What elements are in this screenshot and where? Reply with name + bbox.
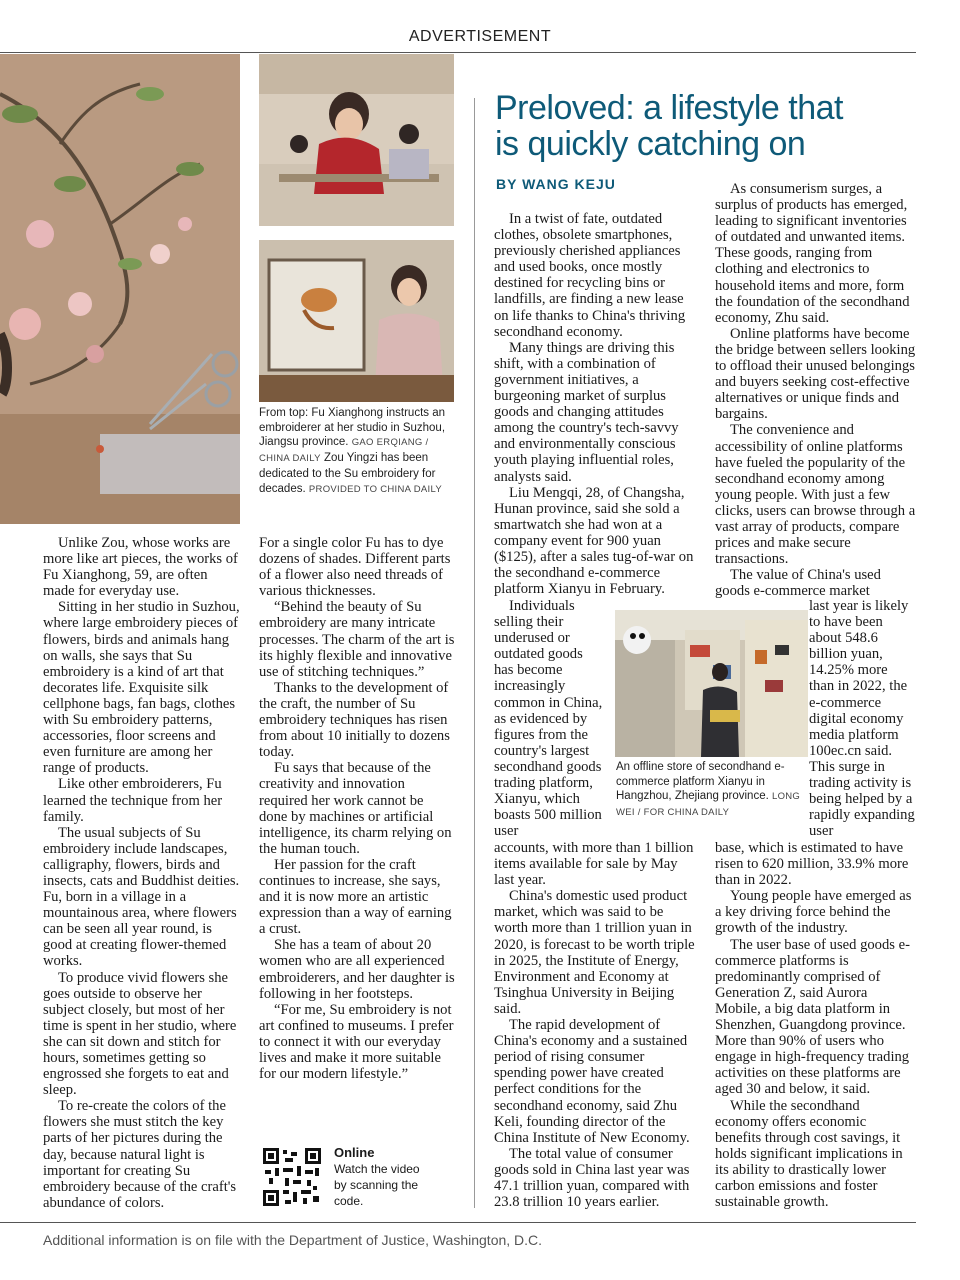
paragraph: The convenience and accessibility of online platforms have fueled the popularity of the secondhand economy among young people. With just a few clicks, users can browse through a vast array of products, compare prices and make secure transactions. (715, 422, 916, 568)
paragraph: Online platforms have become the bridge between sellers looking to offload their unused belongings and buyers seeking cost-effective alternatives or unique finds and bargains. (715, 325, 916, 423)
left-story-column-1 (43, 535, 241, 1211)
online-body: Watch the video by scanning the code. (334, 1162, 420, 1208)
article-title (495, 90, 925, 162)
left-story-column-2 (259, 535, 455, 1082)
paragraph: Individuals selling their underused or outdated goods has become increasingly common in China, as evidenced by figures from the country's largest secondhand goods trading platform, Xianyu, which boasts 500 million user (494, 598, 603, 840)
paragraph: The rapid development of China's economy and a sustained period of rising consumer spending power have created perfect conditions for the secondhand economy, said Zhu Keli, founding director of the China Institute of New Economy. (494, 1017, 690, 1146)
paragraph: Fu says that because of the creativity and innovation required her work cannot be done by machines or artificial intelligence, its charm relying on the human touch. (259, 760, 452, 857)
paragraph: The total value of consumer goods sold in China last year was 47.1 trillion yuan, compared with 23.8 trillion 10 years earlier. (494, 1145, 690, 1211)
paragraph: While the secondhand economy offers economic benefits through cost savings, it holds significant implications in its ability to drastically lower carbon emissions and foster sustainable growth. (715, 1097, 903, 1211)
paragraph: Her passion for the craft continues to increase, she says, and it is now more an artistic expression than a way of earning a crust. (259, 856, 452, 938)
paragraph: The usual subjects of Su embroidery include landscapes, calligraphy, flowers, birds and insects, cats and Buddhist deities. Fu, born in a village in a mountainous area, where flowers can be seen all year round, is good at creating flower-themed works. (43, 824, 240, 970)
caption-text-1: From top: Fu Xianghong instructs an embroiderer at her studio in Suzhou, Jiangsu province. (259, 407, 446, 449)
paragraph: Unlike Zou, whose works are more like art pieces, the works of Fu Xianghong, 59, are often made for everyday use. (43, 535, 238, 600)
paragraph: Thanks to the development of the craft, the number of Su embroidery techniques has risen from about 10 initially to dozens today. (259, 679, 450, 761)
paragraph: Many things are driving this shift, with a combination of government initiatives, a burgeoning market of surplus goods and changing attitudes among the country's tech-savvy and environmentally conscious youth playing influential roles, analysts said. (494, 339, 679, 485)
advertisement-label: ADVERTISEMENT (408, 28, 552, 45)
footer-disclaimer: Additional information is on file with the Department of Justice, Washington, D.C. (43, 1232, 543, 1248)
paragraph: “For me, Su embroidery is not art confined to museums. I prefer to connect it with our everyday lives and make it more suitable for our modern lifestyle.” (259, 1001, 454, 1083)
embroidery-photo (0, 54, 240, 524)
store-caption-credit: LONG WEI / FOR CHINA DAILY (616, 791, 801, 819)
paragraph: She has a team of about 20 women who are all experienced embroiderers, and her daughter is following in her footsteps. (259, 937, 455, 1002)
right-story-column-3-top (494, 211, 697, 597)
caption-credit-1: GAO ERQIANG / CHINA DAILY (259, 437, 429, 465)
article-title-line-2: is quickly catching on (495, 125, 806, 163)
paragraph: Young people have emerged as a key driving force behind the growth of the industry. (715, 888, 912, 937)
paragraph: Sitting in her studio in Suzhou, where large embroidery pieces of flowers, birds and animals hang on walls, she says that Su embroidery is a kind of art that decorates life. Exquisite silk cellphone bags, fan bags, clothes with Su embroidery patterns, accessories, floor screens and even furniture are among her range of products. (43, 599, 240, 777)
paragraph: last year is likely to have been about 548.6 billion yuan, 14.25% more than in 2022, the e-commerce digital economy media platform 100ec.cn said. This surge in trading activity is being helped by a rapidly expanding user (809, 598, 915, 840)
qr-code[interactable] (261, 1146, 323, 1208)
paragraph: As consumerism surges, a surplus of products has emerged, leading to significant inventories of outdated and unwanted items. These goods, ranging from clothing and electronics to household items and more, form the foundation of the secondhand economy, Zhu said. (715, 181, 910, 326)
byline: BY WANG KEJU (496, 176, 616, 192)
paragraph: In a twist of fate, outdated clothes, obsolete smartphones, previously cherished appliances and used books, once mostly destined for recycling bins or landfills, are finding a new lease on life thanks to China's thriving secondhand economy. (494, 211, 686, 340)
paragraph: The user base of used goods e-commerce platforms is predominantly comprised of Generation Z, said Aurora Mobile, a big data platform in Shenzhen, Guangdong province. More than 90% of users who engage in high-frequency trading activities on these platforms are aged 30 and below, it said. (715, 936, 910, 1098)
right-story-column-4-bottom (715, 840, 916, 1210)
paragraph: accounts, with more than 1 billion items available for sale by May last year. (494, 840, 694, 889)
caption-text-2: Zou Yingzi has been dedicated to the Su embroidery for decades. (259, 452, 436, 495)
paragraph: Liu Mengqi, 28, of Changsha, Hunan province, said she sold a smartwatch she had won at a company event for 900 yuan ($125), after a sales tug-of-war on the secondhand e-commerce platform Xianyu in February. (494, 484, 694, 598)
store-photo-caption (616, 760, 806, 821)
right-story-column-3-narrow (494, 598, 604, 839)
caption-credit-2: PROVIDED TO CHINA DAILY (308, 483, 442, 495)
paragraph: To produce vivid flowers she goes outside to observe her subject closely, but most of her time is spent in her studio, where she can sit down and stitch for hours, sometimes getting so engrossed she forgets to eat and sleep. (43, 969, 237, 1099)
zou-yingzi-photo (259, 240, 454, 402)
column-divider (474, 98, 475, 1208)
paragraph: base, which is estimated to have risen to 620 million, 33.9% more than in 2022. (715, 840, 909, 889)
studio-instruction-photo (259, 54, 454, 226)
article-title-line-1: Preloved: a lifestyle that (495, 89, 843, 127)
right-story-column-4-top (715, 181, 916, 599)
paragraph: China's domestic used product market, which was said to be worth more than 1 trillion yuan in 2020, is forecast to be worth triple in 2025, the Institute of Energy, Environment and Economy at Tsinghua University in Beijing said. (494, 888, 695, 1017)
xianyu-store-photo (615, 610, 808, 757)
paragraph: Like other embroiderers, Fu learned the technique from her family. (43, 776, 223, 825)
right-story-column-3-bottom (494, 840, 697, 1210)
store-caption-text: An offline store of secondhand e-commerce platform Xianyu in Hangzhou, Zhejiang province. (616, 761, 785, 803)
right-story-column-4-narrow (809, 598, 916, 839)
paragraph: For a single color Fu has to dye dozens of shades. Different parts of a flower also need threads of various thicknesses. (259, 535, 451, 600)
paragraph: “Behind the beauty of Su embroidery are many intricate processes. The charm of the art is its highly flexible and innovative use of stitching techniques.” (259, 599, 455, 680)
top-divider (0, 52, 916, 53)
online-title: Online (334, 1145, 375, 1160)
paragraph: To re-create the colors of the flowers she must stitch the key parts of her pictures during the day, because natural light is important for creating Su embroidery because of the craft's abundance of colors. (43, 1098, 237, 1211)
paragraph: The value of China's used goods e-commerce market (715, 567, 881, 600)
photo-caption (259, 406, 459, 497)
bottom-divider (0, 1222, 916, 1223)
